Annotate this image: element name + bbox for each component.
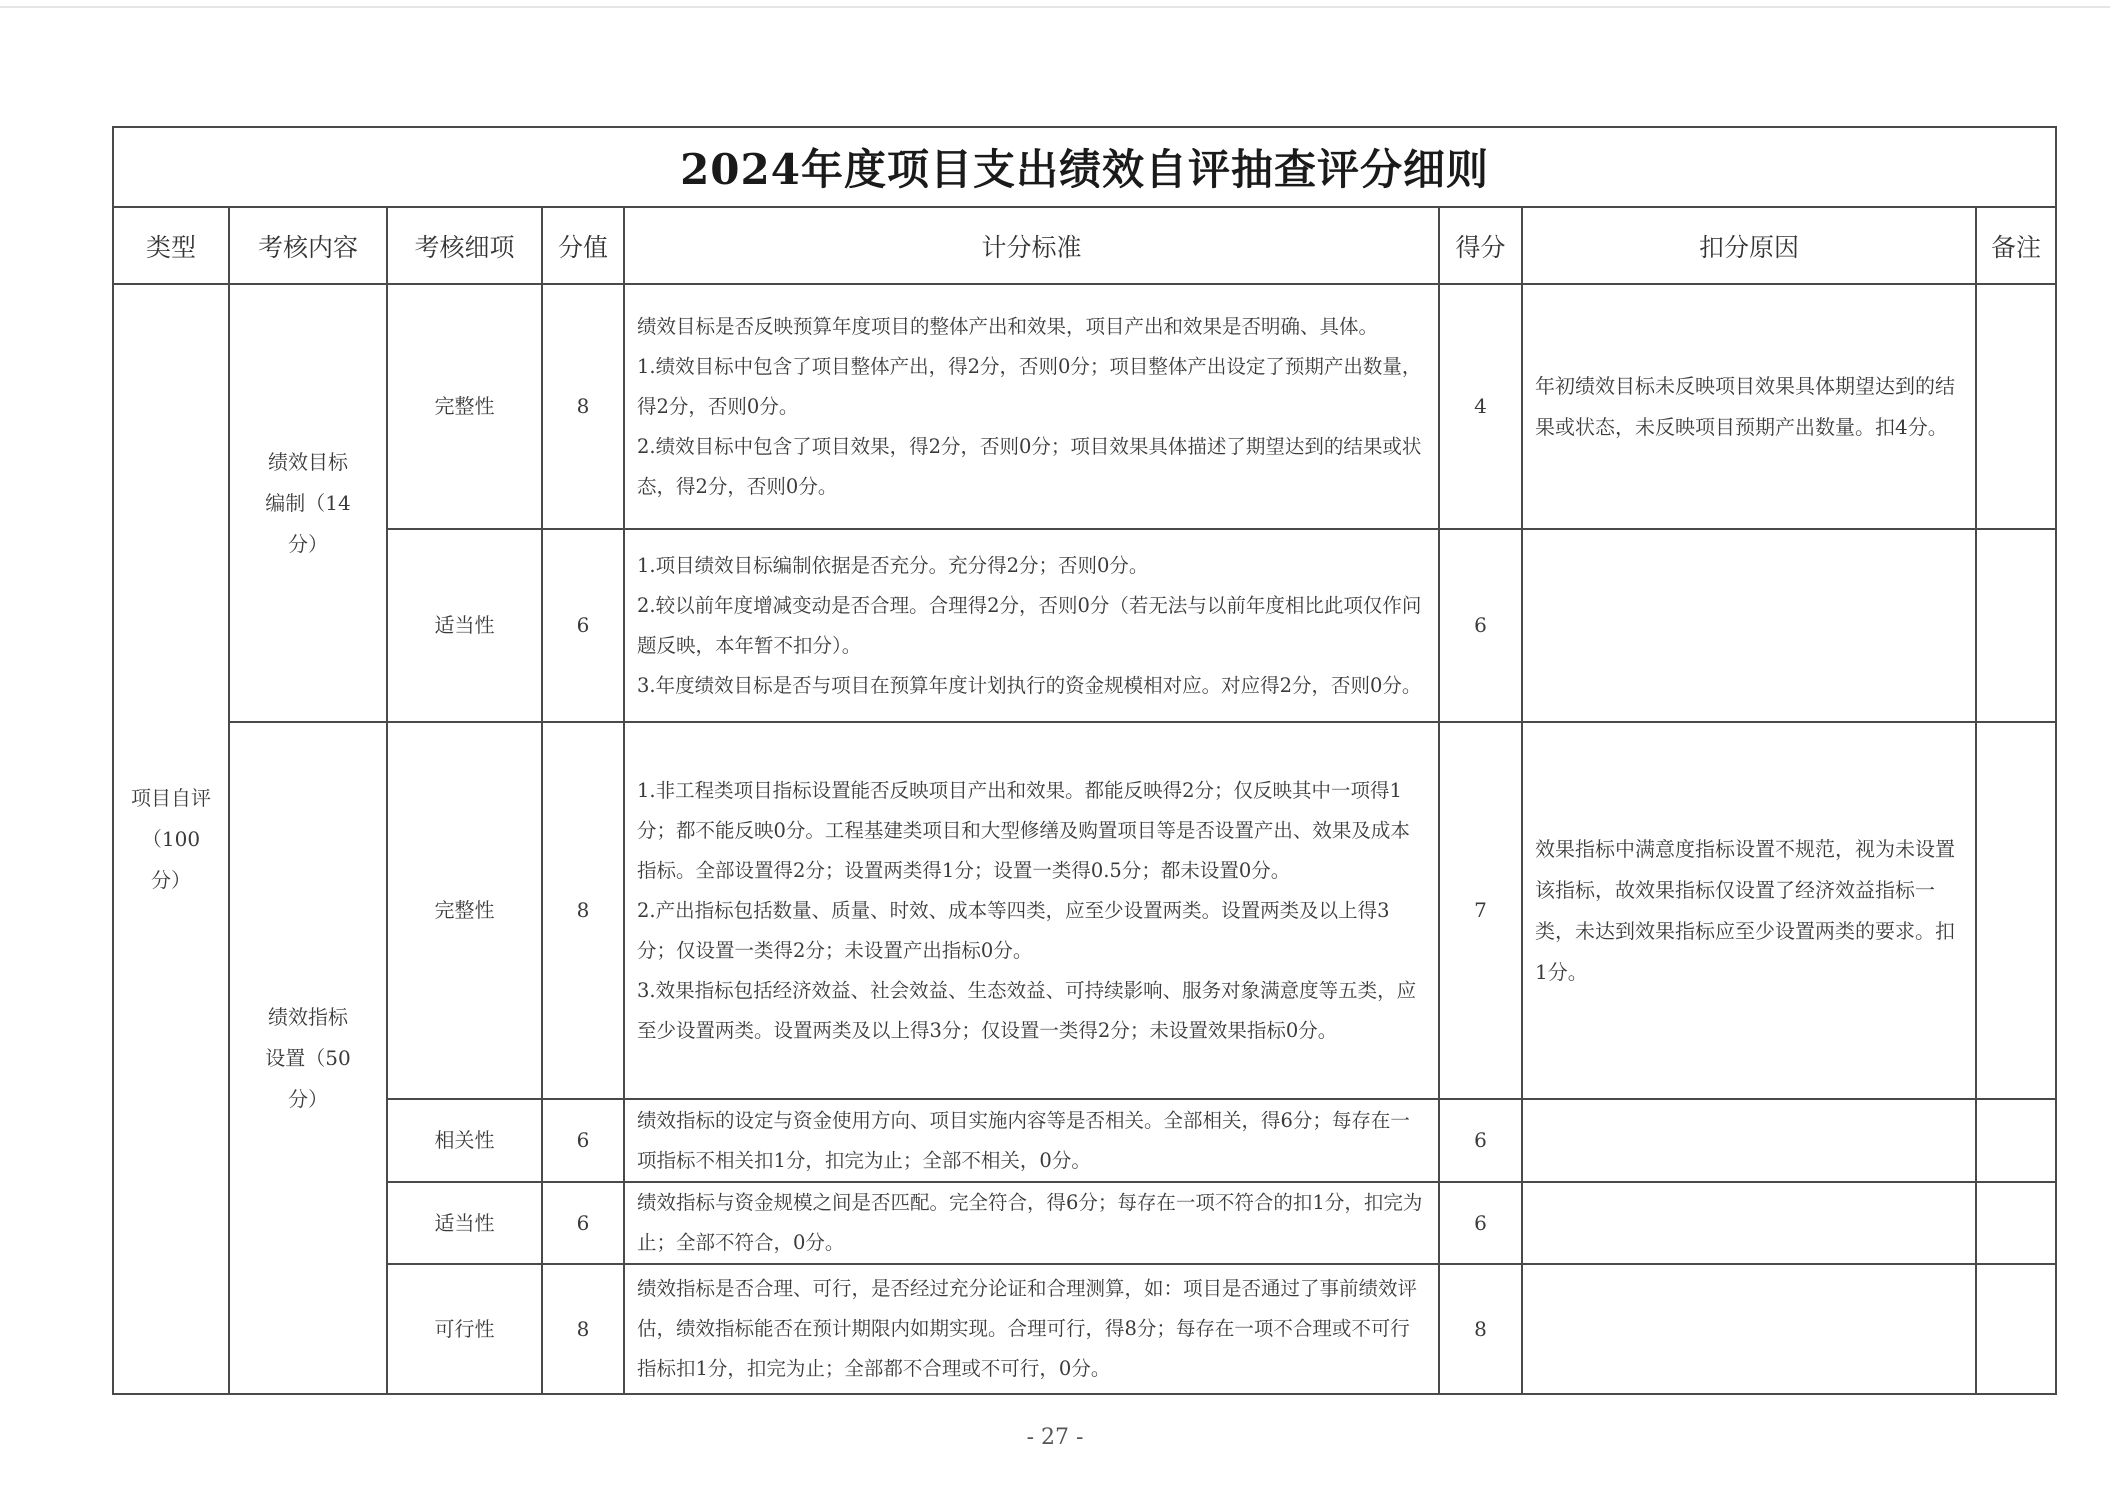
header-score: 得分	[1439, 207, 1522, 284]
score-cell: 6	[1439, 1182, 1522, 1264]
header-type: 类型	[113, 207, 229, 284]
note-cell	[1976, 722, 2056, 1099]
header-value: 分值	[542, 207, 624, 284]
value-cell: 6	[542, 529, 624, 722]
header-item: 考核细项	[387, 207, 542, 284]
table-row	[113, 1264, 2056, 1394]
category-cell	[113, 284, 229, 1394]
page-number: - 27 -	[1026, 1425, 1084, 1450]
criteria-line: 1.绩效目标中包含了项目整体产出，得2分，否则0分；项目整体产出设定了预期产出数量，得2分，否则0分。	[637, 354, 1422, 418]
category-label: 项目自评（100分）	[131, 785, 211, 892]
note-cell	[1976, 1182, 2056, 1264]
value-cell: 6	[542, 1182, 624, 1264]
value-cell: 8	[542, 284, 624, 529]
table-row	[113, 722, 2056, 1099]
header-content: 考核内容	[229, 207, 387, 284]
reason-cell	[1522, 1182, 1976, 1264]
reason-cell	[1522, 1264, 1976, 1394]
item-cell: 适当性	[387, 529, 542, 722]
page-edge	[0, 6, 2110, 8]
criteria-cell	[624, 722, 1439, 1099]
note-cell	[1976, 284, 2056, 529]
table-row	[113, 529, 2056, 722]
criteria-line: 3.效果指标包括经济效益、社会效益、生态效益、可持续影响、服务对象满意度等五类，应至少设置两类。设置两类及以上得3分；仅设置一类得2分；未设置效果指标0分。	[637, 978, 1417, 1042]
criteria-line: 2.较以前年度增减变动是否合理。合理得2分，否则0分（若无法与以前年度相比此项仅作问题反映，本年暂不扣分）。	[637, 593, 1422, 657]
reason-cell	[1522, 1099, 1976, 1182]
reason-cell: 效果指标中满意度指标设置不规范，视为未设置该指标，故效果指标仅设置了经济效益指标一类，未达到效果指标应至少设置两类的要求。扣1分。	[1522, 722, 1976, 1099]
content-label: 绩效指标设置（50分）	[265, 1004, 351, 1111]
criteria-line: 绩效指标是否合理、可行，是否经过充分论证和合理测算，如：项目是否通过了事前绩效评估，绩效指标能否在预计期限内如期实现。合理可行，得8分；每存在一项不合理或不可行指标扣1分，扣完为止；全部都不合理或不可行，0分。	[637, 1277, 1418, 1380]
note-cell	[1976, 1099, 2056, 1182]
table-title: 2024年度项目支出绩效自评抽查评分细则	[113, 127, 2056, 207]
reason-cell: 年初绩效目标未反映项目效果具体期望达到的结果或状态，未反映项目预期产出数量。扣4分。	[1522, 284, 1976, 529]
criteria-cell	[624, 1099, 1439, 1182]
criteria-line: 1.非工程类项目指标设置能否反映项目产出和效果。都能反映得2分；仅反映其中一项得1分；都不能反映0分。工程基建类项目和大型修缮及购置项目等是否设置产出、效果及成本指标。全部设置得2分；设置两类得1分；设置一类得0.5分；都未设置0分。	[637, 778, 1410, 882]
content-cell	[229, 284, 387, 722]
header-note: 备注	[1976, 207, 2056, 284]
score-cell: 6	[1439, 1099, 1522, 1182]
criteria-cell	[624, 529, 1439, 722]
content-cell	[229, 722, 387, 1394]
table-row	[113, 284, 2056, 529]
note-cell	[1976, 529, 2056, 722]
item-cell: 相关性	[387, 1099, 542, 1182]
title-row	[113, 127, 2056, 207]
score-cell: 6	[1439, 529, 1522, 722]
table-row	[113, 1099, 2056, 1182]
criteria-cell	[624, 1264, 1439, 1394]
criteria-line: 绩效目标是否反映预算年度项目的整体产出和效果，项目产出和效果是否明确、具体。	[637, 314, 1379, 338]
criteria-line: 1.项目绩效目标编制依据是否充分。充分得2分；否则0分。	[637, 553, 1149, 577]
score-cell: 4	[1439, 284, 1522, 529]
scoring-table	[112, 126, 2057, 1395]
criteria-line: 绩效指标与资金规模之间是否匹配。完全符合，得6分；每存在一项不符合的扣1分，扣完为止；全部不符合，0分。	[637, 1191, 1423, 1254]
header-reason: 扣分原因	[1522, 207, 1976, 284]
value-cell: 8	[542, 1264, 624, 1394]
header-row	[113, 207, 2056, 284]
criteria-line: 2.产出指标包括数量、质量、时效、成本等四类，应至少设置两类。设置两类及以上得3分；仅设置一类得2分；未设置产出指标0分。	[637, 898, 1390, 962]
item-cell: 完整性	[387, 284, 542, 529]
criteria-line: 绩效指标的设定与资金使用方向、项目实施内容等是否相关。全部相关，得6分；每存在一项指标不相关扣1分，扣完为止；全部不相关，0分。	[637, 1108, 1410, 1172]
criteria-line: 3.年度绩效目标是否与项目在预算年度计划执行的资金规模相对应。对应得2分，否则0分。	[637, 673, 1422, 697]
reason-cell	[1522, 529, 1976, 722]
value-cell: 8	[542, 722, 624, 1099]
item-cell: 可行性	[387, 1264, 542, 1394]
score-cell: 7	[1439, 722, 1522, 1099]
value-cell: 6	[542, 1099, 624, 1182]
content-label: 绩效目标编制（14分）	[265, 449, 351, 556]
criteria-line: 2.绩效目标中包含了项目效果，得2分，否则0分；项目效果具体描述了期望达到的结果或状态，得2分，否则0分。	[637, 434, 1422, 498]
score-cell: 8	[1439, 1264, 1522, 1394]
header-criteria: 计分标准	[624, 207, 1439, 284]
criteria-cell	[624, 1182, 1439, 1264]
item-cell: 适当性	[387, 1182, 542, 1264]
criteria-cell	[624, 284, 1439, 529]
note-cell	[1976, 1264, 2056, 1394]
table-row	[113, 1182, 2056, 1264]
item-cell: 完整性	[387, 722, 542, 1099]
